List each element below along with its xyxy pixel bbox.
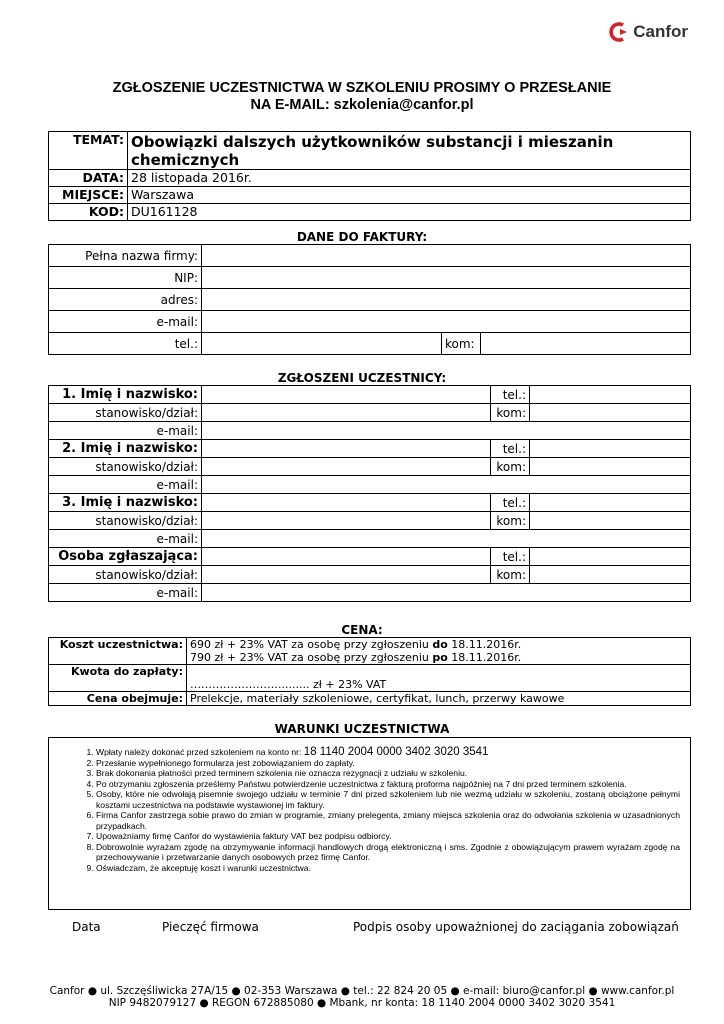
stamp-label: Pieczęć firmowa xyxy=(162,920,259,934)
participant-2-name-field[interactable] xyxy=(202,440,491,458)
participant-3-position-label: stanowisko/dział: xyxy=(49,512,202,530)
participant-3-label: 3. Imię i nazwisko: xyxy=(49,494,202,512)
training-info-table xyxy=(48,131,691,221)
condition-item: 2. Przesłanie wypełnionego formularza jest zobowiązaniem do zapłaty. xyxy=(96,758,680,769)
company-row xyxy=(49,245,691,267)
participant-1-position-label: stanowisko/dział: xyxy=(49,404,202,422)
email-field[interactable] xyxy=(202,311,691,333)
participant-2-position-row xyxy=(49,458,691,476)
participant-3-email-label: e-mail: xyxy=(49,530,202,548)
amount-label: Kwota do zapłaty: xyxy=(49,665,187,692)
includes-label: Cena obejmuje: xyxy=(49,692,187,706)
participant-3-position-field[interactable] xyxy=(202,512,491,530)
cost-label: Koszt uczestnictwa: xyxy=(49,638,187,665)
participant-3-tel-label: tel.: xyxy=(491,494,530,512)
footer-contact-line: Canfor ● ul. Szczęśliwicka 27A/15 ● 02-353 Warszawa ● tel.: 22 824 20 05 ● e-mail: biuro@canfor.pl ● www.canfor.pl xyxy=(49,985,675,997)
participant-3-email-field[interactable] xyxy=(202,530,691,548)
participant-3-kom-field[interactable] xyxy=(530,512,691,530)
participant-2-tel-label: tel.: xyxy=(491,440,530,458)
participant-2-email-row xyxy=(49,476,691,494)
company-field[interactable] xyxy=(202,245,691,267)
applicant-position-row xyxy=(49,566,691,584)
participant-1-email-field[interactable] xyxy=(202,422,691,440)
conditions-list xyxy=(96,747,680,873)
applicant-email-label: e-mail: xyxy=(49,584,202,602)
cost-line-2 xyxy=(190,651,687,664)
footer-registry-line: NIP 9482079127 ● REGON 672885080 ● Mbank, nr konta: 18 1140 2004 0000 3402 3020 3541 xyxy=(108,997,616,1009)
place-row xyxy=(49,187,691,204)
address-field[interactable] xyxy=(202,289,691,311)
cost-line-2-bold: po xyxy=(432,651,448,664)
amount-value[interactable]: ……………………......... zł + 23% VAT xyxy=(187,665,691,692)
date-signature-label: Data xyxy=(72,920,101,934)
applicant-label: Osoba zgłaszająca: xyxy=(49,548,202,566)
condition-item: 8. Dobrowolnie wyrażam zgodę na otrzymywanie informacji handlowych drogą elektroniczną i sms. Zgodnie z obowiązującym prawem wyrażam zgodę na przechowywanie i przetwarzanie danych osobowych przez firmę Canfor. xyxy=(96,842,680,863)
conditions-heading: WARUNKI UCZESTNICTWA xyxy=(274,722,450,736)
participant-3-name-row xyxy=(49,494,691,512)
participant-1-name-field[interactable] xyxy=(202,386,491,404)
applicant-email-row xyxy=(49,584,691,602)
participant-1-kom-field[interactable] xyxy=(530,404,691,422)
participant-1-position-row xyxy=(49,404,691,422)
logo-text: Canfor xyxy=(633,22,688,41)
cost-line-2-date: 18.11.2016r. xyxy=(447,651,522,664)
participant-3-tel-field[interactable] xyxy=(530,494,691,512)
participants-heading: ZGŁOSZENI UCZESTNICY: xyxy=(277,371,447,385)
participant-3-kom-label: kom: xyxy=(491,512,530,530)
date-value: 28 listopada 2016r. xyxy=(128,170,691,187)
includes-row xyxy=(49,692,691,706)
condition-item: 4. Po otrzymaniu zgłoszenia prześlemy Państwu potwierdzenie uczestnictwa z fakturą proforma najpóźniej na 7 dni przed terminem szkolenia. xyxy=(96,779,680,790)
authorized-signature-label: Podpis osoby upoważnionej do zaciągania zobowiązań xyxy=(353,920,679,934)
date-row xyxy=(49,170,691,187)
invoice-heading: DANE DO FAKTURY: xyxy=(296,230,428,244)
phone-row xyxy=(49,333,691,355)
canfor-logo-icon xyxy=(608,22,630,42)
company-label: Pełna nazwa firmy: xyxy=(49,245,202,267)
participant-1-email-row xyxy=(49,422,691,440)
invoice-table xyxy=(48,244,691,355)
includes-value: Prelekcje, materiały szkoleniowe, certyfikat, lunch, przerwy kawowe xyxy=(187,692,691,706)
page-title xyxy=(0,80,724,114)
code-row xyxy=(49,204,691,221)
topic-label: TEMAT: xyxy=(49,132,128,170)
cost-line-2-text: 790 zł + 23% VAT za osobę przy zgłoszeniu xyxy=(190,651,433,664)
nip-row xyxy=(49,267,691,289)
participant-2-kom-label: kom: xyxy=(491,458,530,476)
nip-label: NIP: xyxy=(49,267,202,289)
cost-line-1-text: 690 zł + 23% VAT za osobę przy zgłoszeniu xyxy=(190,638,433,651)
participant-1-name-row xyxy=(49,386,691,404)
condition-item: 5. Osoby, które nie odwołają pisemnie swojego udziału w terminie 7 dni przed szkoleniem lub nie wezmą udziału w szkoleniu, zostaną obciążone pełnymi kosztami uczestnictwa na podstawie wystawionej im faktury. xyxy=(96,789,680,810)
bank-account-number: 18 1140 2004 0000 3402 3020 3541 xyxy=(303,746,489,758)
conditions-box xyxy=(48,737,691,910)
canfor-logo xyxy=(608,22,688,42)
kom-field[interactable] xyxy=(481,333,691,355)
participant-1-tel-label: tel.: xyxy=(491,386,530,404)
participant-2-position-label: stanowisko/dział: xyxy=(49,458,202,476)
footer xyxy=(0,985,724,1009)
topic-row xyxy=(49,132,691,170)
place-label: MIEJSCE: xyxy=(49,187,128,204)
applicant-name-row xyxy=(49,548,691,566)
code-value: DU161128 xyxy=(128,204,691,221)
participant-2-email-field[interactable] xyxy=(202,476,691,494)
participant-2-name-row xyxy=(49,440,691,458)
amount-row xyxy=(49,665,691,692)
applicant-position-label: stanowisko/dział: xyxy=(49,566,202,584)
participant-1-email-label: e-mail: xyxy=(49,422,202,440)
condition-item: 7. Upoważniamy firmę Canfor do wystawienia faktury VAT bez podpisu odbiorcy. xyxy=(96,831,680,842)
kom-label: kom: xyxy=(442,333,481,355)
participant-3-email-row xyxy=(49,530,691,548)
participant-3-position-row xyxy=(49,512,691,530)
price-heading: CENA: xyxy=(341,623,383,637)
participant-1-position-field[interactable] xyxy=(202,404,491,422)
title-line-2: NA E-MAIL: szkolenia@canfor.pl xyxy=(250,97,474,113)
applicant-position-field[interactable] xyxy=(202,566,491,584)
participant-1-kom-label: kom: xyxy=(491,404,530,422)
participant-2-tel-field[interactable] xyxy=(530,440,691,458)
participant-2-email-label: e-mail: xyxy=(49,476,202,494)
condition-item xyxy=(96,747,680,758)
applicant-name-field[interactable] xyxy=(202,548,491,566)
participant-3-name-field[interactable] xyxy=(202,494,491,512)
topic-value: Obowiązki dalszych użytkowników substancji i mieszanin chemicznych xyxy=(128,132,691,170)
title-line-1: ZGŁOSZENIE UCZESTNICTWA W SZKOLENIU PROSIMY O PRZESŁANIE xyxy=(112,80,612,96)
code-label: KOD: xyxy=(49,204,128,221)
email-row xyxy=(49,311,691,333)
cost-line-1 xyxy=(190,638,687,651)
participant-1-tel-field[interactable] xyxy=(530,386,691,404)
date-label: DATA: xyxy=(49,170,128,187)
cost-value xyxy=(187,638,691,665)
email-label: e-mail: xyxy=(49,311,202,333)
condition-item: 9. Oświadczam, że akceptuję koszt i warunki uczestnictwa. xyxy=(96,863,680,874)
condition-item: 6. Firma Canfor zastrzega sobie prawo do zmian w programie, zmiany prelegenta, zmiany miejsca szkolenia oraz do odwołania szkolenia w uzasadnionych przypadkach. xyxy=(96,810,680,831)
participant-2-position-field[interactable] xyxy=(202,458,491,476)
applicant-kom-label: kom: xyxy=(491,566,530,584)
address-label: adres: xyxy=(49,289,202,311)
cost-line-1-bold: do xyxy=(432,638,448,651)
address-row xyxy=(49,289,691,311)
participant-2-kom-field[interactable] xyxy=(530,458,691,476)
price-table xyxy=(48,637,691,706)
nip-field[interactable] xyxy=(202,267,691,289)
condition-1-text: Wpłaty należy dokonać przed szkoleniem na konto nr: xyxy=(96,747,304,757)
place-value: Warszawa xyxy=(128,187,691,204)
cost-line-1-date: 18.11.2016r. xyxy=(447,638,522,651)
participant-1-label: 1. Imię i nazwisko: xyxy=(49,386,202,404)
participants-table xyxy=(48,385,691,602)
applicant-tel-label: tel.: xyxy=(491,548,530,566)
cost-row xyxy=(49,638,691,665)
applicant-tel-field[interactable] xyxy=(530,548,691,566)
condition-item: 3. Brak dokonania płatności przed terminem szkolenia nie oznacza rezygnacji z udziału w szkoleniu. xyxy=(96,768,680,779)
tel-field[interactable] xyxy=(202,333,442,355)
tel-label: tel.: xyxy=(49,333,202,355)
participant-2-label: 2. Imię i nazwisko: xyxy=(49,440,202,458)
applicant-kom-field[interactable] xyxy=(530,566,691,584)
applicant-email-field[interactable] xyxy=(202,584,691,602)
